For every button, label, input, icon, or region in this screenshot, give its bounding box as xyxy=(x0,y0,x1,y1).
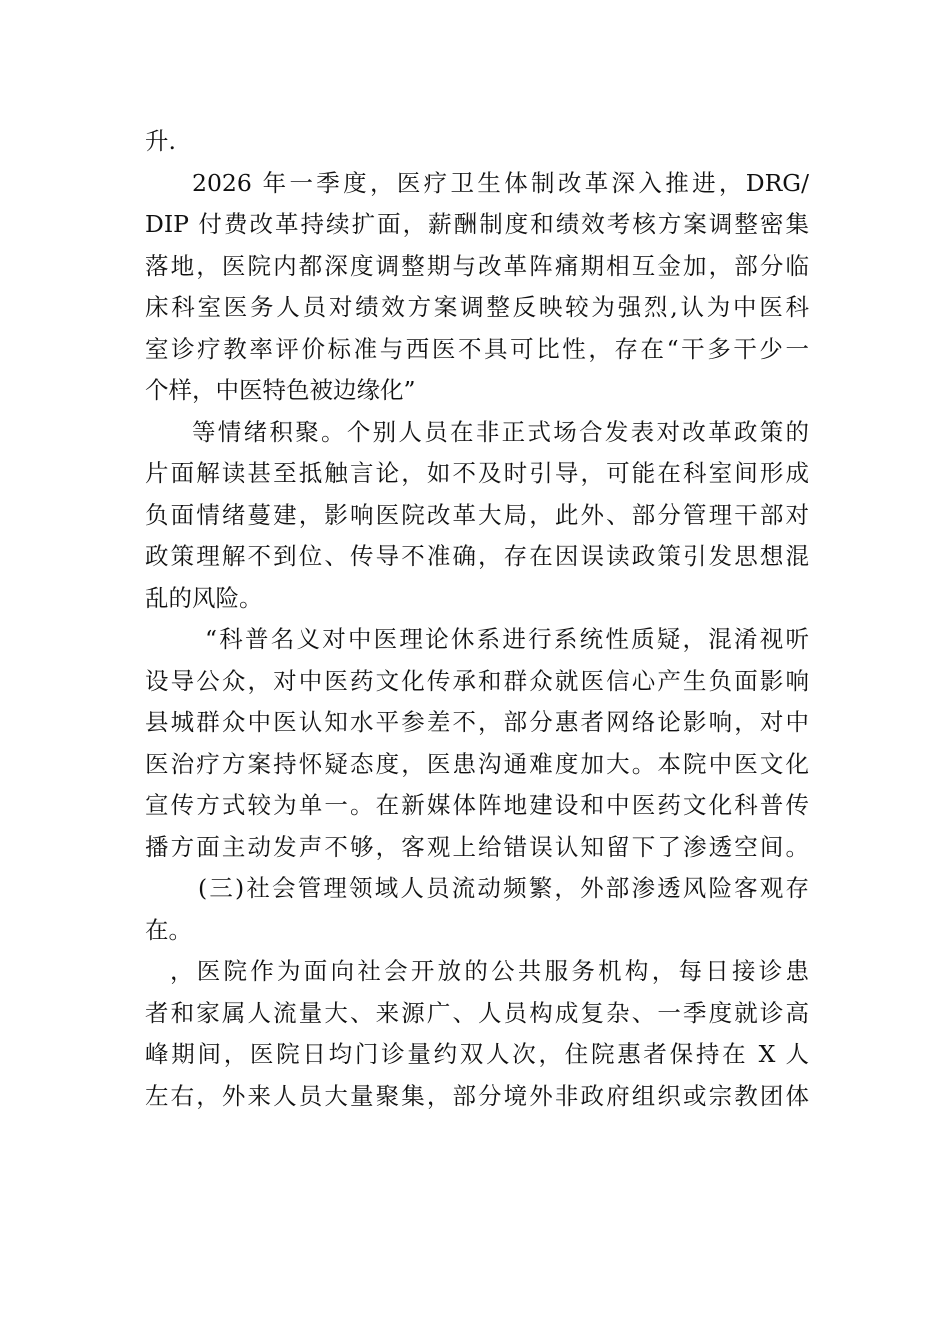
paragraph-line: 县城群众中医认知水平参差不，部分惠者网络论影响，对中 xyxy=(145,708,809,736)
paragraph-line: “科普名义对中医理论休系进行系统性质疑，混淆视听 xyxy=(205,625,809,653)
text-line: 升. xyxy=(145,127,176,155)
paragraph-line: 室诊疗教率评价标准与西医不具可比性，存在“干多干少一 xyxy=(145,334,809,363)
paragraph-line: 2026 年一季度，医疗卫生体制改革深入推进，DRG/ xyxy=(192,168,809,197)
document-page xyxy=(145,121,809,1117)
paragraph-line: 等情绪积聚。个别人员在非正式场合发表对改革政策的 xyxy=(192,417,809,446)
paragraph-line: 峰期间，医院日均门诊量约双人次，住院惠者保持在 X 人 xyxy=(145,1040,809,1068)
paragraph-line: 乱的风险。 xyxy=(145,583,263,612)
paragraph-line: 落地，医院内都深度调整期与改革阵痛期相互金加，部分临 xyxy=(145,251,809,280)
paragraph-line: 负面情绪蔓建，影响医院改革大局，此外、部分管理干部对 xyxy=(145,500,809,529)
paragraph-line: 政策理解不到位、传导不准确，存在因误读政策引发思想混 xyxy=(145,542,809,570)
paragraph-line: 者和家属人流量大、来源广、人员构成复杂、一季度就诊高 xyxy=(145,998,809,1027)
paragraph-line: 宣传方式较为单一。在新媒体阵地建设和中医药文化科普传 xyxy=(145,791,809,819)
paragraph-line: 医治疗方案持怀疑态度，医患沟通难度加大。本院中医文化 xyxy=(145,749,809,778)
section-heading-line: 在。 xyxy=(145,915,192,944)
section-heading-line: (三)社会管理领域人员流动频繁，外部渗透风险客观存 xyxy=(198,874,809,902)
paragraph-line: 个样，中医特色被边缘化” xyxy=(145,376,416,404)
paragraph-line: 播方面主动发声不够，客观上给错误认知留下了渗透空间。 xyxy=(145,832,809,861)
paragraph-line: 片面解读甚至抵触言论，如不及时引导，可能在科室间形成 xyxy=(145,459,809,487)
paragraph-line: 设导公众，对中医药文化传承和群众就医信心产生负面影响 xyxy=(145,666,809,695)
paragraph-line: DIP 付费改革持续扩面，薪酬制度和绩效考核方案调整密集 xyxy=(145,210,809,238)
paragraph-line: 左右，外来人员大量聚集，部分境外非政府组织或宗教团体 xyxy=(145,1081,809,1110)
paragraph-line: ，医院作为面向社会开放的公共服务机构，每日接诊患 xyxy=(170,957,809,985)
paragraph-line: 床科室医务人员对绩效方案调整反映较为强烈,认为中医科 xyxy=(145,293,809,321)
